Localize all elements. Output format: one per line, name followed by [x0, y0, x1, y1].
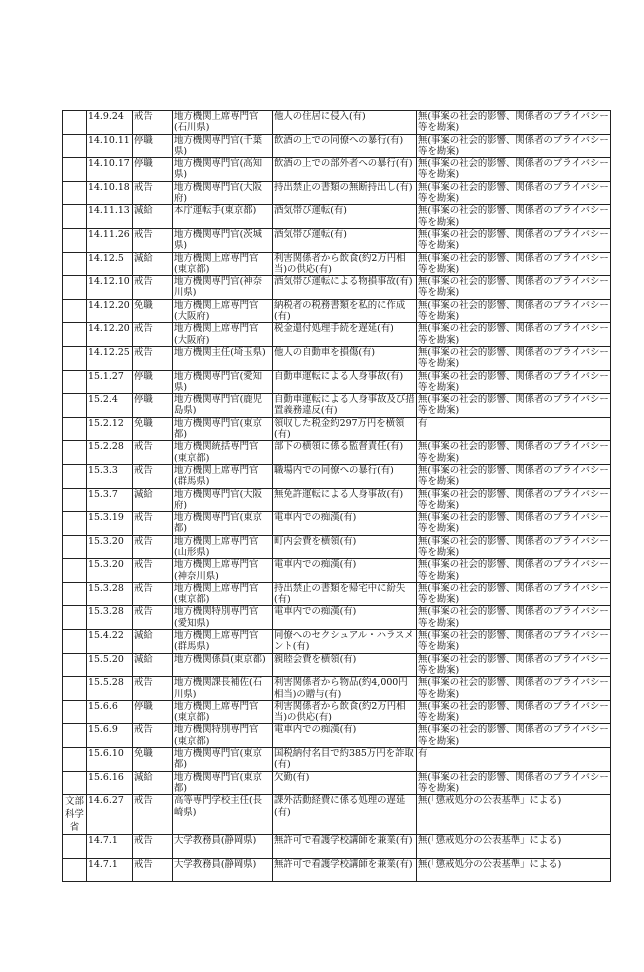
- table-row: [63, 228, 611, 252]
- rank-cell: 地方機関課長補佐(石川県): [173, 677, 273, 701]
- date-cell: 15.3.19: [87, 512, 133, 536]
- ministry-cell-continued: [63, 228, 87, 252]
- table-row: [63, 417, 611, 441]
- note-cell: 無(事案の社会的影響、関係者のプライバシー等を勘案): [418, 346, 609, 370]
- ministry-cell-continued: [63, 134, 87, 158]
- ministry-cell-continued: [63, 677, 87, 701]
- rank-cell: 地方機関専門官(愛知県): [173, 370, 273, 394]
- date-cell: 15.6.9: [87, 724, 133, 748]
- reason-cell: 無許可で看護学校講師を兼業(有): [273, 858, 417, 881]
- ministry-cell-continued: [63, 653, 87, 677]
- ministry-cell-continued: [63, 748, 87, 772]
- rank-cell: 地方機関上席専門官(東京都): [173, 252, 273, 276]
- note-cell: 無(事案の社会的影響、関係者のプライバシー等を勘案): [418, 252, 609, 275]
- table-row: [63, 346, 611, 370]
- note-cell: 無(「懲戒処分の公表基準」による): [417, 795, 611, 835]
- table-row: [63, 724, 611, 748]
- table-row: [63, 582, 611, 606]
- disciplinary-actions-table: [62, 110, 611, 882]
- date-cell: 14.12.5: [87, 252, 133, 276]
- rank-cell: 地方機関専門官(神奈川県): [173, 276, 273, 300]
- ministry-cell-continued: [63, 181, 87, 205]
- ministry-cell-continued: [63, 858, 87, 881]
- action-cell: 免職: [133, 299, 173, 323]
- reason-cell: 電車内での痴漢(有): [273, 606, 417, 630]
- table-row: [63, 111, 611, 135]
- action-cell: 減給: [133, 205, 173, 229]
- action-cell: 減給: [133, 771, 173, 795]
- reason-cell: 利害関係者から飲食(約2万円相当)の供応(有): [273, 700, 417, 724]
- note-cell: 有: [417, 748, 611, 772]
- note-cell: 無(事案の社会的影響、関係者のプライバシー等を勘案): [418, 370, 609, 393]
- table-row: [63, 464, 611, 488]
- table-row: [63, 441, 611, 465]
- table-row: [63, 252, 611, 276]
- reason-cell: 他人の住居に侵入(有): [273, 111, 417, 135]
- reason-cell: 電車内での痴漢(有): [273, 512, 417, 536]
- date-cell: 14.12.10: [87, 276, 133, 300]
- note-cell: 無(事案の社会的影響、関係者のプライバシー等を勘案): [418, 323, 609, 346]
- table-row: [63, 181, 611, 205]
- table-row: [63, 323, 611, 347]
- note-cell: 無(事案の社会的影響、関係者のプライバシー等を勘案): [418, 394, 609, 417]
- date-cell: 15.3.7: [87, 488, 133, 512]
- reason-cell: 欠勤(有): [273, 771, 417, 795]
- rank-cell: 地方機関特別専門官(愛知県): [173, 606, 273, 630]
- reason-cell: 持出禁止の書類の無断持出し(有): [273, 181, 417, 205]
- reason-cell: 電車内での痴漢(有): [273, 559, 417, 583]
- action-cell: 戒告: [133, 228, 173, 252]
- ministry-cell-continued: [63, 299, 87, 323]
- rank-cell: 地方機関上席専門官(石川県): [173, 111, 273, 135]
- table-row: [63, 748, 611, 772]
- table-row: [63, 134, 611, 158]
- date-cell: 14.7.1: [87, 835, 133, 858]
- rank-cell: 大学教務員(静岡県): [173, 858, 273, 881]
- reason-cell: 酒気帯び運転(有): [273, 205, 417, 229]
- table-row: [63, 488, 611, 512]
- date-cell: 14.10.18: [87, 181, 133, 205]
- date-cell: 15.3.20: [87, 535, 133, 559]
- ministry-cell-continued: [63, 724, 87, 748]
- table-body: [63, 111, 611, 882]
- rank-cell: 地方機関専門官(大阪府): [173, 488, 273, 512]
- ministry-cell: 文部科学省: [63, 795, 87, 835]
- table-row: [63, 630, 611, 654]
- rank-cell: 地方機関上席専門官(群馬県): [173, 630, 273, 654]
- table-row: [63, 205, 611, 229]
- note-cell: 無(事案の社会的影響、関係者のプライバシー等を勘案): [418, 582, 609, 606]
- note-cell: 無(事案の社会的影響、関係者のプライバシー等を勘案): [418, 630, 609, 653]
- action-cell: 戒告: [133, 276, 173, 300]
- note-cell: 無(事案の社会的影響、関係者のプライバシー等を勘案): [418, 771, 609, 794]
- date-cell: 15.2.28: [87, 441, 133, 465]
- action-cell: 停職: [133, 158, 173, 182]
- ministry-cell-continued: [63, 370, 87, 394]
- reason-cell: 同僚へのセクシュアル・ハラスメント(有): [273, 630, 417, 654]
- ministry-cell-continued: [63, 158, 87, 182]
- note-cell: 無(事案の社会的影響、関係者のプライバシー等を勘案): [418, 559, 609, 582]
- ministry-cell-continued: [63, 582, 87, 606]
- ministry-cell-continued: [63, 323, 87, 347]
- action-cell: 戒告: [133, 111, 173, 135]
- ministry-cell-continued: [63, 488, 87, 512]
- date-cell: 15.2.12: [87, 417, 133, 441]
- ministry-cell-continued: [63, 700, 87, 724]
- ministry-cell-continued: [63, 630, 87, 654]
- ministry-cell-continued: [63, 205, 87, 229]
- note-cell: 無(事案の社会的影響、関係者のプライバシー等を勘案): [418, 228, 609, 252]
- rank-cell: 地方機関統括専門官(東京都): [173, 441, 273, 465]
- action-cell: 減給: [133, 488, 173, 512]
- ministry-cell-continued: [63, 252, 87, 276]
- date-cell: 15.3.28: [87, 606, 133, 630]
- note-cell: 無(事案の社会的影響、関係者のプライバシー等を勘案): [418, 677, 609, 700]
- rank-cell: 地方機関専門官(東京都): [173, 512, 273, 536]
- table-row: [63, 858, 611, 881]
- table-row: [63, 299, 611, 323]
- note-cell: 無(事案の社会的影響、関係者のプライバシー等を勘案): [418, 535, 609, 558]
- reason-cell: 課外活動経費に係る処理の遅延(有): [273, 795, 417, 835]
- note-cell: 無(「懲戒処分の公表基準」による): [417, 858, 611, 881]
- date-cell: 15.6.16: [87, 771, 133, 795]
- table-row: [63, 559, 611, 583]
- action-cell: 停職: [133, 370, 173, 394]
- note-cell: 無(事案の社会的影響、関係者のプライバシー等を勘案): [418, 464, 609, 488]
- reason-cell: 他人の自動車を損傷(有): [273, 346, 417, 370]
- action-cell: 戒告: [133, 535, 173, 559]
- ministry-cell-continued: [63, 464, 87, 488]
- action-cell: 免職: [133, 748, 173, 772]
- rank-cell: 大学教務員(静岡県): [173, 835, 273, 858]
- ministry-cell-continued: [63, 559, 87, 583]
- ministry-cell-continued: [63, 835, 87, 858]
- table-row: [63, 512, 611, 536]
- rank-cell: 地方機関上席専門官(群馬県): [173, 464, 273, 488]
- ministry-cell-continued: [63, 394, 87, 418]
- table-row: [63, 795, 611, 835]
- date-cell: 14.12.20: [87, 299, 133, 323]
- table-row: [63, 535, 611, 559]
- action-cell: 戒告: [133, 795, 173, 835]
- rank-cell: 地方機関特別専門官(東京都): [173, 724, 273, 748]
- rank-cell: 地方機関専門官(鹿児島県): [173, 394, 273, 418]
- date-cell: 15.6.6: [87, 700, 133, 724]
- rank-cell: 地方機関専門官(東京都): [173, 417, 273, 441]
- date-cell: 15.5.20: [87, 653, 133, 677]
- rank-cell: 本庁運転手(東京都): [173, 205, 273, 229]
- ministry-cell-continued: [63, 346, 87, 370]
- rank-cell: 地方機関上席専門官(大阪府): [173, 299, 273, 323]
- action-cell: 減給: [133, 252, 173, 276]
- reason-cell: 無許可で看護学校講師を兼業(有): [273, 835, 417, 858]
- note-cell: 無(「懲戒処分の公表基準」による): [417, 835, 611, 858]
- reason-cell: 親睦会費を横領(有): [273, 653, 417, 677]
- rank-cell: 地方機関上席専門官(大阪府): [173, 323, 273, 347]
- ministry-cell-continued: [63, 535, 87, 559]
- date-cell: 15.1.27: [87, 370, 133, 394]
- table-row: [63, 700, 611, 724]
- table-row: [63, 158, 611, 182]
- rank-cell: 地方機関専門官(大阪府): [173, 181, 273, 205]
- note-cell: 無(事案の社会的影響、関係者のプライバシー等を勘案): [418, 111, 609, 134]
- note-cell: 無(事案の社会的影響、関係者のプライバシー等を勘案): [418, 606, 609, 629]
- reason-cell: 飲酒の上での同僚への暴行(有): [273, 134, 417, 158]
- table-row: [63, 394, 611, 418]
- date-cell: 14.12.25: [87, 346, 133, 370]
- reason-cell: 国税納付名目で約385万円を詐取(有): [273, 748, 417, 772]
- note-cell: 無(事案の社会的影響、関係者のプライバシー等を勘案): [418, 724, 609, 747]
- rank-cell: 地方機関係員(東京都): [173, 653, 273, 677]
- action-cell: 戒告: [133, 606, 173, 630]
- reason-cell: 電車内での痴漢(有): [273, 724, 417, 748]
- action-cell: 戒告: [133, 559, 173, 583]
- reason-cell: 自動車運転による人身事故(有): [273, 370, 417, 394]
- reason-cell: 自動車運転による人身事故及び措置義務違反(有): [274, 394, 415, 417]
- note-cell: 無(事案の社会的影響、関係者のプライバシー等を勘案): [418, 512, 609, 535]
- action-cell: 戒告: [133, 677, 173, 701]
- reason-cell: 利害関係者から物品(約4,000円相当)の贈与(有): [273, 677, 417, 701]
- action-cell: 戒告: [133, 464, 173, 488]
- date-cell: 14.11.26: [87, 228, 133, 252]
- action-cell: 戒告: [133, 181, 173, 205]
- ministry-cell-continued: [63, 606, 87, 630]
- date-cell: 14.7.1: [87, 858, 133, 881]
- rank-cell: 地方機関上席専門官(山形県): [173, 535, 273, 559]
- note-cell: 無(事案の社会的影響、関係者のプライバシー等を勘案): [418, 158, 609, 181]
- note-cell: 無(事案の社会的影響、関係者のプライバシー等を勘案): [418, 441, 609, 464]
- action-cell: 停職: [133, 134, 173, 158]
- table-row: [63, 370, 611, 394]
- ministry-cell-continued: [63, 276, 87, 300]
- note-cell: 有: [417, 417, 611, 441]
- reason-cell: 酒気帯び運転(有): [273, 228, 417, 252]
- rank-cell: 地方機関主任(埼玉県): [173, 346, 273, 370]
- date-cell: 15.5.28: [87, 677, 133, 701]
- table-row: [63, 653, 611, 677]
- reason-cell: 持出禁止の書類を帰宅中に紛失(有): [273, 582, 417, 606]
- date-cell: 14.6.27: [87, 795, 133, 835]
- reason-cell: 職場内での同僚への暴行(有): [273, 464, 417, 488]
- note-cell: 無(事案の社会的影響、関係者のプライバシー等を勘案): [418, 299, 609, 323]
- action-cell: 停職: [133, 700, 173, 724]
- reason-cell: 部下の横領に係る監督責任(有): [273, 441, 417, 465]
- date-cell: 15.3.28: [87, 582, 133, 606]
- note-cell: 無(事案の社会的影響、関係者のプライバシー等を勘案): [418, 700, 609, 724]
- date-cell: 15.2.4: [87, 394, 133, 418]
- action-cell: 戒告: [133, 323, 173, 347]
- date-cell: 14.11.13: [87, 205, 133, 229]
- date-cell: 15.4.22: [87, 630, 133, 654]
- reason-cell: 税金還付処理手続を遅延(有): [273, 323, 417, 347]
- rank-cell: 地方機関上席専門官(東京都): [173, 700, 273, 724]
- ministry-cell-continued: [63, 512, 87, 536]
- table-row: [63, 677, 611, 701]
- note-cell: 無(事案の社会的影響、関係者のプライバシー等を勘案): [418, 134, 609, 157]
- note-cell: 無(事案の社会的影響、関係者のプライバシー等を勘案): [418, 653, 609, 676]
- rank-cell: 地方機関専門官(東京都): [173, 771, 273, 795]
- rank-cell: 高等専門学校主任(長崎県): [173, 795, 273, 835]
- rank-cell: 地方機関上席専門官(東京都): [173, 582, 273, 606]
- note-cell: 無(事案の社会的影響、関係者のプライバシー等を勘案): [418, 488, 609, 511]
- date-cell: 14.12.20: [87, 323, 133, 347]
- note-cell: 無(事案の社会的影響、関係者のプライバシー等を勘案): [418, 205, 609, 228]
- note-cell: 無(事案の社会的影響、関係者のプライバシー等を勘案): [418, 276, 609, 299]
- rank-cell: 地方機関専門官(東京都): [173, 748, 273, 772]
- ministry-cell-continued: [63, 417, 87, 441]
- table-row: [63, 771, 611, 795]
- action-cell: 戒告: [133, 346, 173, 370]
- action-cell: 戒告: [133, 724, 173, 748]
- action-cell: 戒告: [133, 512, 173, 536]
- ministry-cell-continued: [63, 441, 87, 465]
- reason-cell: 無免許運転による人身事故(有): [273, 488, 417, 512]
- reason-cell: 飲酒の上での部外者への暴行(有): [273, 158, 417, 182]
- rank-cell: 地方機関上席専門官(神奈川県): [173, 559, 273, 583]
- date-cell: 15.3.3: [87, 464, 133, 488]
- action-cell: 戒告: [133, 582, 173, 606]
- date-cell: 14.10.17: [87, 158, 133, 182]
- reason-cell: 町内会費を横領(有): [273, 535, 417, 559]
- date-cell: 15.3.20: [87, 559, 133, 583]
- table-row: [63, 606, 611, 630]
- reason-cell: 利害関係者から飲食(約2万円相当)の供応(有): [273, 252, 417, 276]
- date-cell: 14.9.24: [87, 111, 133, 135]
- ministry-cell: [63, 111, 87, 135]
- action-cell: 減給: [133, 653, 173, 677]
- ministry-cell-continued: [63, 771, 87, 795]
- table-row: [63, 835, 611, 858]
- rank-cell: 地方機関専門官(茨城県): [173, 228, 273, 252]
- action-cell: 減給: [133, 630, 173, 654]
- rank-cell: 地方機関専門官(千葉県): [173, 134, 273, 158]
- reason-cell: 納税者の税務書類を私的に作成(有): [273, 299, 417, 323]
- rank-cell: 地方機関専門官(高知県): [173, 158, 273, 182]
- table-row: [63, 276, 611, 300]
- date-cell: 14.10.11: [87, 134, 133, 158]
- action-cell: 停職: [133, 394, 173, 418]
- action-cell: 戒告: [133, 858, 173, 881]
- action-cell: 免職: [133, 417, 173, 441]
- date-cell: 15.6.10: [87, 748, 133, 772]
- note-cell: 無(事案の社会的影響、関係者のプライバシー等を勘案): [418, 181, 609, 205]
- reason-cell: 領収した税金約297万円を横領(有): [273, 417, 417, 441]
- reason-cell: 酒気帯び運転による物損事故(有): [273, 276, 417, 300]
- action-cell: 戒告: [133, 441, 173, 465]
- action-cell: 戒告: [133, 835, 173, 858]
